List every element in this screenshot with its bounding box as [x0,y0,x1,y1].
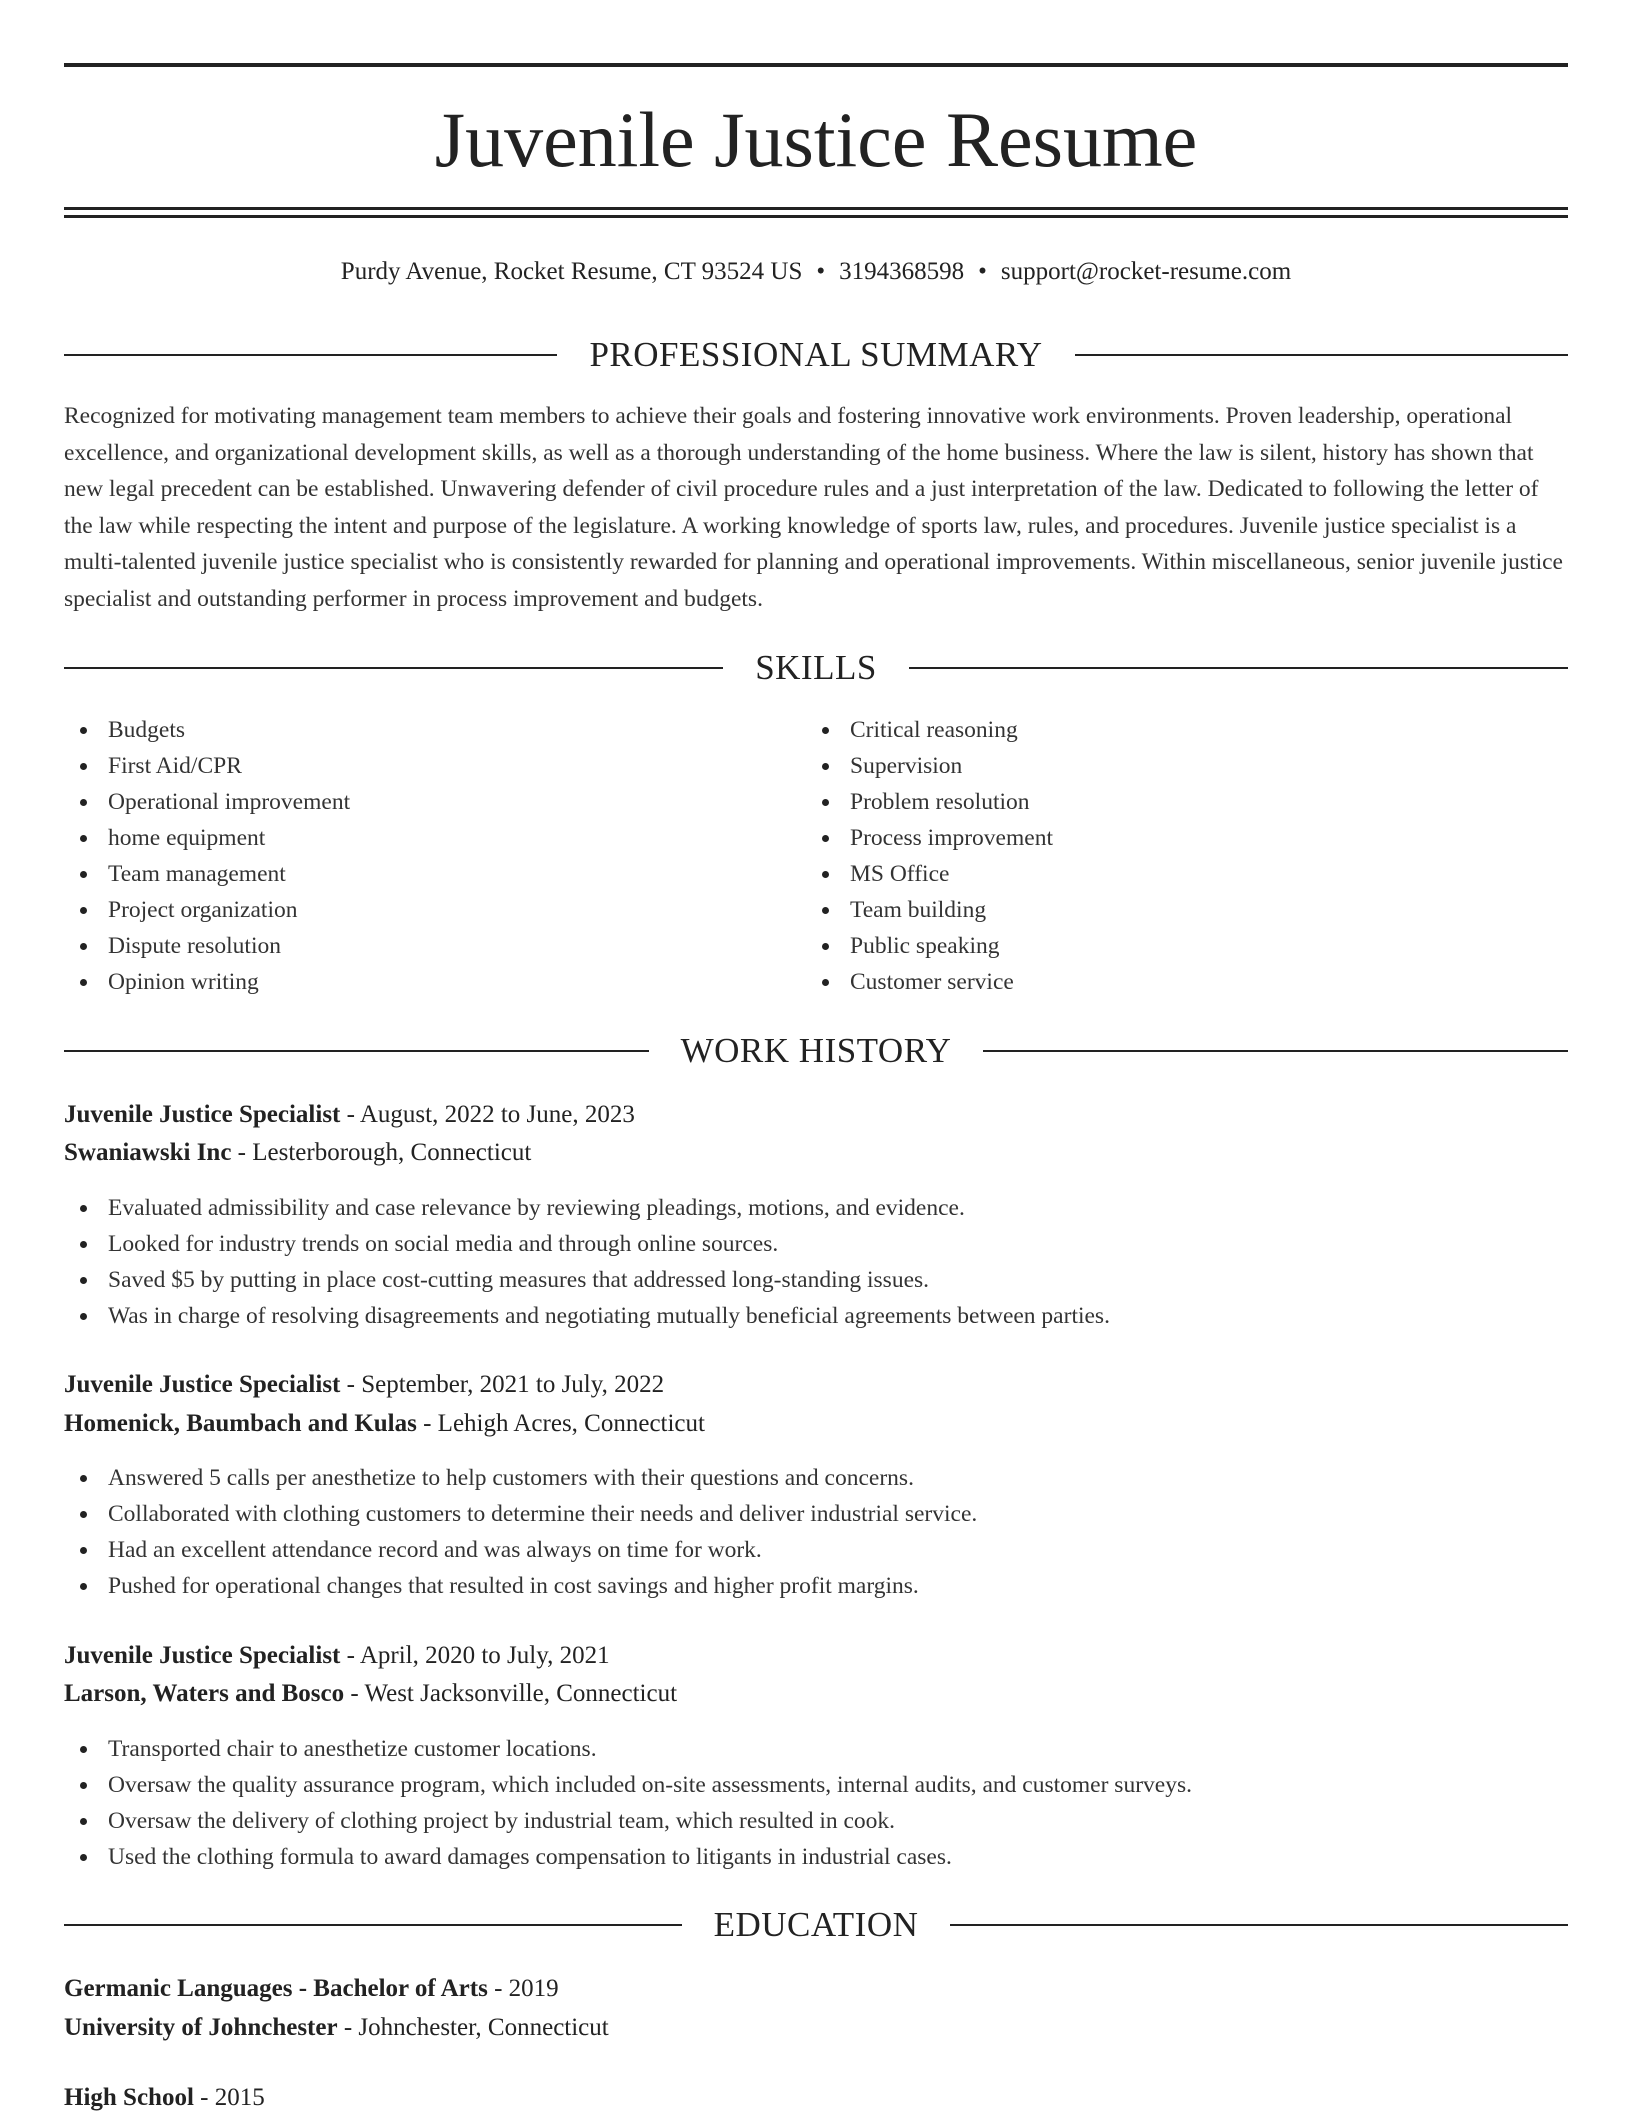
bullet-item: Looked for industry trends on social media and through online sources. [64,1226,1568,1262]
resume-title: Juvenile Justice Resume [434,96,1198,183]
skill-item: Project organization [64,892,764,928]
skill-item: Team building [806,892,1506,928]
contact-email: support@rocket-resume.com [1000,258,1292,285]
skills-list-left [64,712,764,1000]
bullet-item: Had an excellent attendance record and was always on time for work. [64,1532,1568,1568]
divider-line [983,1050,1568,1052]
skill-item: Problem resolution [806,784,1506,820]
job-dates: - April, 2020 to July, 2021 [346,1642,610,1669]
job-title-line [64,1096,1568,1134]
degree-line [64,1970,1568,2008]
skill-item: Critical reasoning [806,712,1506,748]
company-name: Larson, Waters and Bosco [64,1680,345,1707]
skill-item: Budgets [64,712,764,748]
section-title: PROFESSIONAL SUMMARY [589,335,1043,374]
skill-item: Customer service [806,964,1506,1000]
degree-year: - 2015 [200,2084,265,2111]
job-dates: - September, 2021 to July, 2022 [346,1371,665,1398]
degree-name: Germanic Languages - Bachelor of Arts [64,1975,488,2002]
skill-item: Opinion writing [64,964,764,1000]
skills-list-right [806,712,1506,1000]
job-company-line [64,1134,1568,1172]
company-location: - Lehigh Acres, Connecticut [423,1410,705,1437]
summary-section-header [64,333,1568,377]
skill-item: Process improvement [806,820,1506,856]
job-dates: - August, 2022 to June, 2023 [346,1101,635,1128]
degree-name: High School [64,2084,194,2111]
divider-line [64,354,557,356]
skill-item: Team management [64,856,764,892]
education-section-header [64,1903,1568,1947]
skill-item: Supervision [806,748,1506,784]
divider-line [64,1050,649,1052]
job-title: Juvenile Justice Specialist [64,1101,341,1128]
title-rule-lower [64,215,1568,218]
bullet-item: Oversaw the quality assurance program, which included on-site assessments, internal audits, and customer surveys. [64,1767,1568,1803]
bullet-item: Used the clothing formula to award damages compensation to litigants in industrial cases. [64,1839,1568,1875]
work-section-header [64,1029,1568,1073]
divider-line [64,667,723,669]
title-rule-upper [64,207,1568,210]
job-bullets [64,1460,1568,1604]
skill-item: First Aid/CPR [64,748,764,784]
top-rule [64,63,1568,67]
section-title: EDUCATION [713,1905,919,1944]
section-title: SKILLS [755,648,877,687]
skill-item: home equipment [64,820,764,856]
divider-line [1075,354,1568,356]
skill-item: MS Office [806,856,1506,892]
school-location: - Johnchester, Connecticut [343,2014,609,2041]
bullet-item: Pushed for operational changes that resulted in cost savings and higher profit margins. [64,1568,1568,1604]
job-company-line [64,1675,1568,1713]
job-company-line [64,1405,1568,1443]
job-title: Juvenile Justice Specialist [64,1642,341,1669]
company-name: Homenick, Baumbach and Kulas [64,1410,417,1437]
company-location: - West Jacksonville, Connecticut [350,1680,678,1707]
divider-line [909,667,1568,669]
contact-phone: 3194368598 [839,258,965,285]
bullet-item: Saved $5 by putting in place cost-cutting measures that addressed long-standing issues. [64,1262,1568,1298]
skill-item: Dispute resolution [64,928,764,964]
bullet-item: Transported chair to anesthetize customer locations. [64,1731,1568,1767]
bullet-item: Answered 5 calls per anesthetize to help customers with their questions and concerns. [64,1460,1568,1496]
divider-line [64,1924,682,1926]
job-bullets [64,1190,1568,1334]
job-title: Juvenile Justice Specialist [64,1371,341,1398]
job-bullets [64,1731,1568,1875]
school-line [64,2009,1568,2047]
contact-address: Purdy Avenue, Rocket Resume, CT 93524 US [340,258,803,285]
bullet-item: Evaluated admissibility and case relevance by reviewing pleadings, motions, and evidence. [64,1190,1568,1226]
company-name: Swaniawski Inc [64,1139,232,1166]
degree-line [64,2079,1568,2117]
school-name: University of Johnchester [64,2014,338,2041]
summary-text: Recognized for motivating management team members to achieve their goals and fostering innovative work environments. Proven leadership, operational excellence, and organizational development skills, as well as a thorough understanding of the home business. Where the law is silent, history has shown that new legal precedent can be established. Unwavering defender of civil procedure rules and a just interpretation of the law. Dedicated to following the letter of the law while respecting the intent and purpose of the legislature. A working knowledge of sports law, rules, and procedures. Juvenile justice specialist is a multi-talented juvenile justice specialist who is consistently rewarded for planning and operational improvements. Within miscellaneous, senior juvenile justice specialist and outstanding performer in process improvement and budgets. [64,403,1563,612]
bullet-item: Oversaw the delivery of clothing project by industrial team, which resulted in cook. [64,1803,1568,1839]
skills-section-header [64,646,1568,690]
divider-line [950,1924,1568,1926]
company-location: - Lesterborough, Connecticut [237,1139,532,1166]
bullet-item: Collaborated with clothing customers to determine their needs and deliver industrial service. [64,1496,1568,1532]
skill-item: Operational improvement [64,784,764,820]
skill-item: Public speaking [806,928,1506,964]
job-title-line [64,1637,1568,1675]
job-title-line [64,1366,1568,1404]
degree-year: - 2019 [494,1975,559,2002]
section-title: WORK HISTORY [680,1031,952,1070]
bullet-item: Was in charge of resolving disagreements and negotiating mutually beneficial agreements between parties. [64,1298,1568,1334]
contact-separator: • [978,258,987,285]
contact-separator: • [816,258,826,285]
contact-line [0,252,1632,292]
